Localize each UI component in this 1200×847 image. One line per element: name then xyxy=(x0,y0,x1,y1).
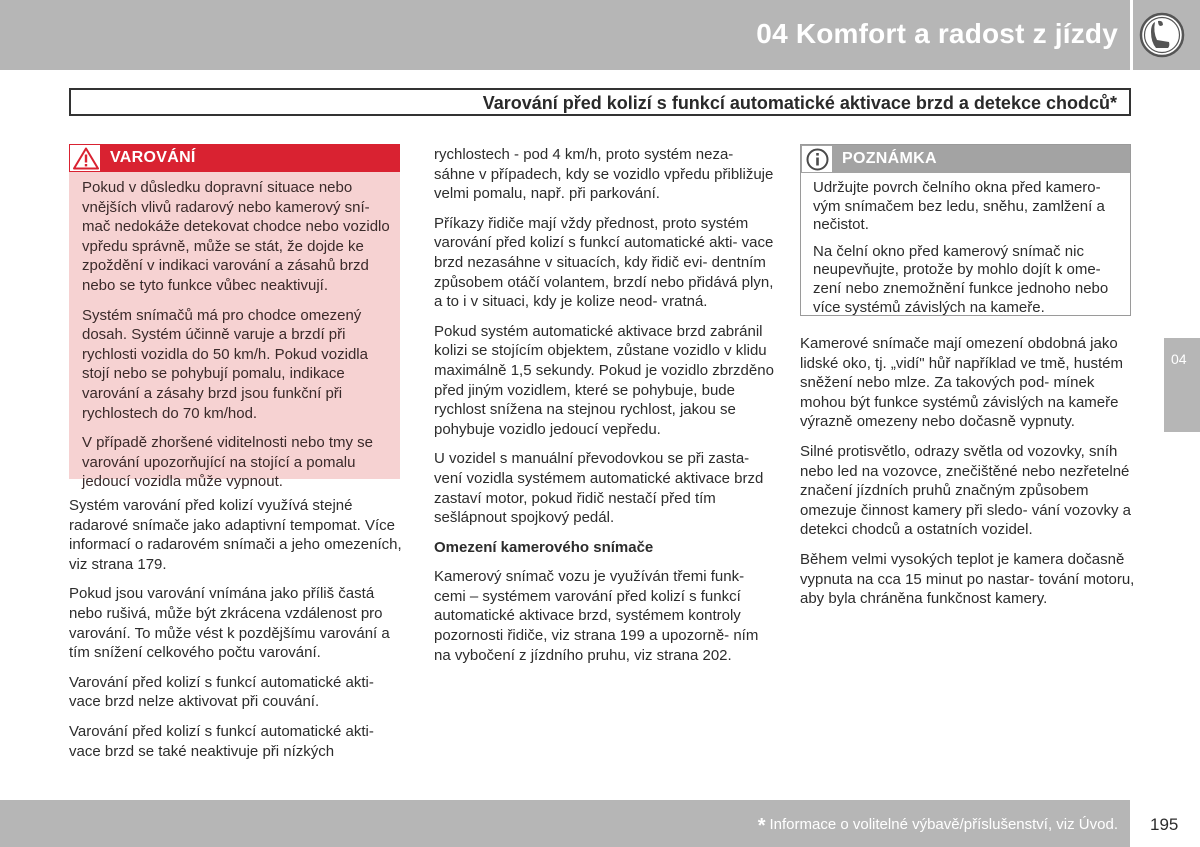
body-paragraph: Systém varování před kolizí využívá stejné radarové snímače jako adaptivní tempomat. Více informací o radarovém snímači a jeho omezeních, viz strana 179. xyxy=(69,497,402,573)
warning-triangle-icon xyxy=(73,147,99,170)
body-paragraph: Během velmi vysokých teplot je kamera dočasně vypnuta na cca 15 minut po nastar- tování motoru, aby byla chráněna funkčnost kamery. xyxy=(800,550,1135,608)
body-paragraph: Varování před kolizí s funkcí automatické akti- vace brzd nelze aktivovat při couvání. xyxy=(69,673,374,711)
section-title: Varování před kolizí s funkcí automatické aktivace brzd a detekce chodců* xyxy=(482,93,1117,113)
chapter-side-tab-label: 04 xyxy=(1171,351,1187,367)
body-paragraph: Kamerový snímač vozu je využíván třemi funk- cemi – systémem varování před kolizí s funkcí automatické aktivace brzd, systémem kontroly pozornosti řidiče, viz strana 199 a upozorně- ním na vybočení z jízdního pruhu, viz strana 202. xyxy=(434,568,759,664)
body-paragraph: Varování před kolizí s funkcí automatické akti- vace brzd se také neaktivuje při nízkých xyxy=(69,722,374,760)
footnote xyxy=(758,815,1118,838)
column-1 xyxy=(69,496,404,771)
warning-title: VAROVÁNÍ xyxy=(110,149,196,166)
note-text xyxy=(813,179,1123,325)
body-paragraph: rychlostech - pod 4 km/h, proto systém neza- sáhne v případech, kdy se vozidlo vpředu přibližuje velmi pomalu, např. při parkování. xyxy=(434,146,774,203)
seat-icon xyxy=(1139,12,1185,58)
note-icon-cell xyxy=(801,145,833,173)
chapter-title: 04 Komfort a radost z jízdy xyxy=(756,18,1118,49)
section-heading-box xyxy=(69,88,1131,116)
column-2 xyxy=(434,145,774,675)
warning-paragraph: Systém snímačů má pro chodce omezený dosah. Systém účinně varuje a brzdí při rychlosti vozidla do 50 km/h. Pokud vozidla stojí nebo se pohybují pomalu, indikace varování a zásahy brzd jsou funkční při rychlostech do 70 km/hod. xyxy=(82,306,368,422)
warning-header xyxy=(69,144,400,172)
footnote-star: * xyxy=(757,815,766,837)
body-paragraph: Pokud systém automatické aktivace brzd zabránil kolizi se stojícím objektem, zůstane vozidlo v klidu maximálně 1,5 sekundy. Pokud je vozidlo zbrzděno před jiným vozidlem, které se pohybuje, bude rychlost snížena na stejnou rychlost, jakou se pohybuje vozidlo jedoucí vepředu. xyxy=(434,322,774,438)
warning-paragraph: Pokud v důsledku dopravní situace nebo vnějších vlivů radarový nebo kamerový sní- mač nedokáže detekovat chodce nebo vozidlo vpředu správně, může se stát, že dojde ke zpoždění v indikaci varování a zásahů brzd nebo se tyto funkce vůbec neaktivují. xyxy=(82,179,390,294)
body-paragraph: Silné protisvětlo, odrazy světla od vozovky, sníh nebo led na vozovce, znečištěné nebo nezřetelné značení jízdních pruhů značným způsobem omezuje činnost kamery při sledo- vání vozovky a detekci chodců a ostatních vozidel. xyxy=(800,442,1131,539)
subheading: Omezení kamerového snímače xyxy=(434,538,654,556)
body-paragraph: Kamerové snímače mají omezení obdobná jako lidské oko, tj. „vidí" hůř například ve tmě, hustém sněžení nebo mlze. Za takových pod- mínek mohou být funkce systémů závislých na kameře výrazně omezeny nebo dočasně vypnuty. xyxy=(800,335,1123,431)
note-paragraph: Udržujte povrch čelního okna před kamero- vým snímačem bez ledu, sněhu, zamlžení a nečistot. xyxy=(813,179,1105,234)
note-paragraph: Na čelní okno před kamerový snímač nic neupevňujte, protože by mohlo dojít k ome- zení nebo znemožnění funkce jednoho nebo více systémů závislých na kameře. xyxy=(813,242,1109,316)
body-paragraph: U vozidel s manuální převodovkou se při zasta- vení vozidla systémem automatické aktivace brzd zastaví motor, pokud řidič nestačí před tím sešlápnout spojkový pedál. xyxy=(434,450,764,527)
warning-box xyxy=(69,144,400,491)
note-title: POZNÁMKA xyxy=(842,150,937,167)
note-header xyxy=(801,145,1130,173)
column-3 xyxy=(800,334,1138,619)
footnote-text: Informace o volitelné výbavě/příslušenství, viz Úvod. xyxy=(769,816,1118,833)
page-number: 195 xyxy=(1150,815,1179,834)
note-box xyxy=(800,144,1131,316)
info-icon xyxy=(806,148,829,171)
body-paragraph: Příkazy řidiče mají vždy přednost, proto systém varování před kolizí s funkcí automatické akti- vace brzd nezasáhne v situacích, kdy řidič evi- dentním způsobem otáčí volantem, brzdí nebo přidává plyn, a to i v situaci, kdy je kolize neod- vratná. xyxy=(434,214,774,311)
warning-paragraph: V případě zhoršené viditelnosti nebo tmy se varování upozorňující na stojící a pomalu jedoucí vozidla může vypnout. xyxy=(82,434,373,491)
body-paragraph: Pokud jsou varování vnímána jako příliš častá nebo rušivá, může být zkrácena vzdálenost pro varování. To může vést k pozdějšímu varování a tím snížení celkového počtu varování. xyxy=(69,585,390,662)
warning-icon-cell xyxy=(69,144,101,172)
warning-text xyxy=(82,178,392,502)
